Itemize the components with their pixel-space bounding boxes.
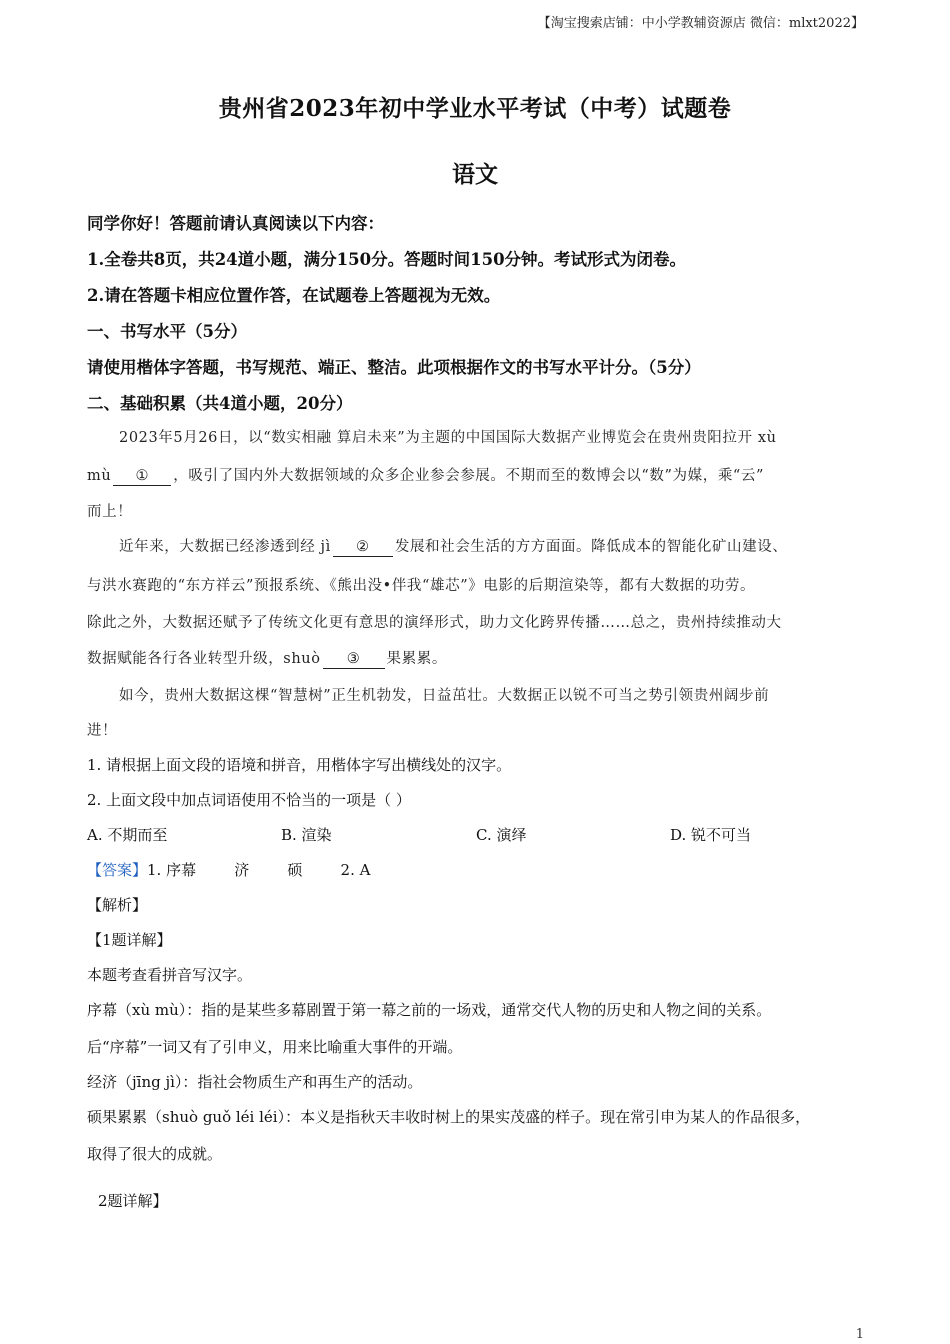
option-b: B. 渲染	[281, 826, 332, 844]
instructions-greeting: 同学你好！答题前请认真阅读以下内容：	[87, 214, 384, 233]
subject-title: 语文	[452, 161, 498, 188]
detail1-heading: 【1题详解】	[87, 931, 172, 949]
detail1-line: 经济（jīng jì）：指社会物质生产和再生产的活动。	[87, 1073, 423, 1091]
answer-label: 【答案】	[87, 861, 148, 879]
detail1-line: 序幕（xù mù）：指的是某些多幕剧置于第一幕之前的一场戏，通常交代人物的历史和人物之间的关系。	[87, 1001, 772, 1019]
passage-line: 除此之外，大数据还赋予了传统文化更有意思的演绎形式，助力文化跨界传播……总之，贵州持续推动大	[87, 615, 782, 631]
page-number: 1	[855, 1327, 864, 1342]
passage-line: 与洪水赛跑的“东方祥云”预报系统、《熊出没•伴我“雄芯”》电影的后期渲染等，都有大数据的功劳。	[87, 578, 756, 594]
passage-line: 而上！	[87, 504, 133, 520]
exam-title: 贵州省2023年初中学业水平考试（中考）试题卷	[218, 95, 732, 122]
fill-blank-1: ①	[113, 469, 171, 486]
answer-content: 1. 序幕 济 硕 2. A	[147, 861, 371, 879]
fill-blank-3: ③	[323, 652, 385, 669]
detail2-heading: 2题详解】	[98, 1192, 168, 1210]
section2-heading: 二、基础积累（共4道小题，20分）	[87, 394, 353, 413]
passage-line: 2023年5月26日，以“数实相融 算启未来”为主题的中国国际大数据产业博览会在贵州贵阳拉开 xù	[119, 430, 777, 446]
detail1-line: 取得了很大的成就。	[87, 1145, 223, 1163]
instruction-item-2: 2.请在答题卡相应位置作答，在试题卷上答题视为无效。	[87, 286, 501, 305]
passage-line: 数据赋能各行各业转型升级，shuò ③ 果累累。	[87, 651, 447, 667]
option-c: C. 演绎	[476, 826, 527, 844]
passage-line: 如今，贵州大数据这棵“智慧树”正生机勃发，日益茁壮。大数据正以锐不可当之势引领贵州阔步前	[119, 688, 770, 704]
analysis-label: 【解析】	[87, 896, 148, 914]
detail1-line: 本题考查看拼音写汉字。	[87, 966, 253, 984]
section1-text: 请使用楷体字答题，书写规范、端正、整洁。此项根据作文的书写水平计分。（5分）	[87, 358, 701, 377]
passage-line: 进！	[87, 723, 118, 739]
detail1-line: 硕果累累（shuò guǒ léi léi）：本义是指秋天丰收时树上的果实茂盛的样子。现在常引申为某人的作品很多，	[87, 1108, 811, 1126]
question-1: 1. 请根据上面文段的语境和拼音，用楷体字写出横线处的汉字。	[87, 756, 512, 774]
option-a: A. 不期而至	[87, 826, 168, 844]
detail1-line: 后“序幕”一词又有了引申义，用来比喻重大事件的开端。	[87, 1038, 463, 1056]
instruction-item-1: 1.全卷共8页，共24道小题，满分150分。答题时间150分钟。考试形式为闭卷。	[87, 250, 687, 269]
section1-heading: 一、书写水平（5分）	[87, 322, 247, 341]
question-2: 2. 上面文段中加点词语使用不恰当的一项是（ ）	[87, 791, 411, 809]
header-note: 【淘宝搜索店铺：中小学教辅资源店 微信：mlxt2022】	[537, 16, 864, 31]
option-d: D. 锐不可当	[670, 826, 752, 844]
passage-line: mù ① ，吸引了国内外大数据领域的众多企业参会参展。不期而至的数博会以“数”为媒，乘“云”	[87, 468, 765, 484]
answer-line	[87, 859, 370, 880]
fill-blank-2: ②	[333, 540, 393, 557]
passage-line: 近年来，大数据已经渗透到经 jì ② 发展和社会生活的方方面面。降低成本的智能化矿山建设、	[119, 539, 788, 555]
